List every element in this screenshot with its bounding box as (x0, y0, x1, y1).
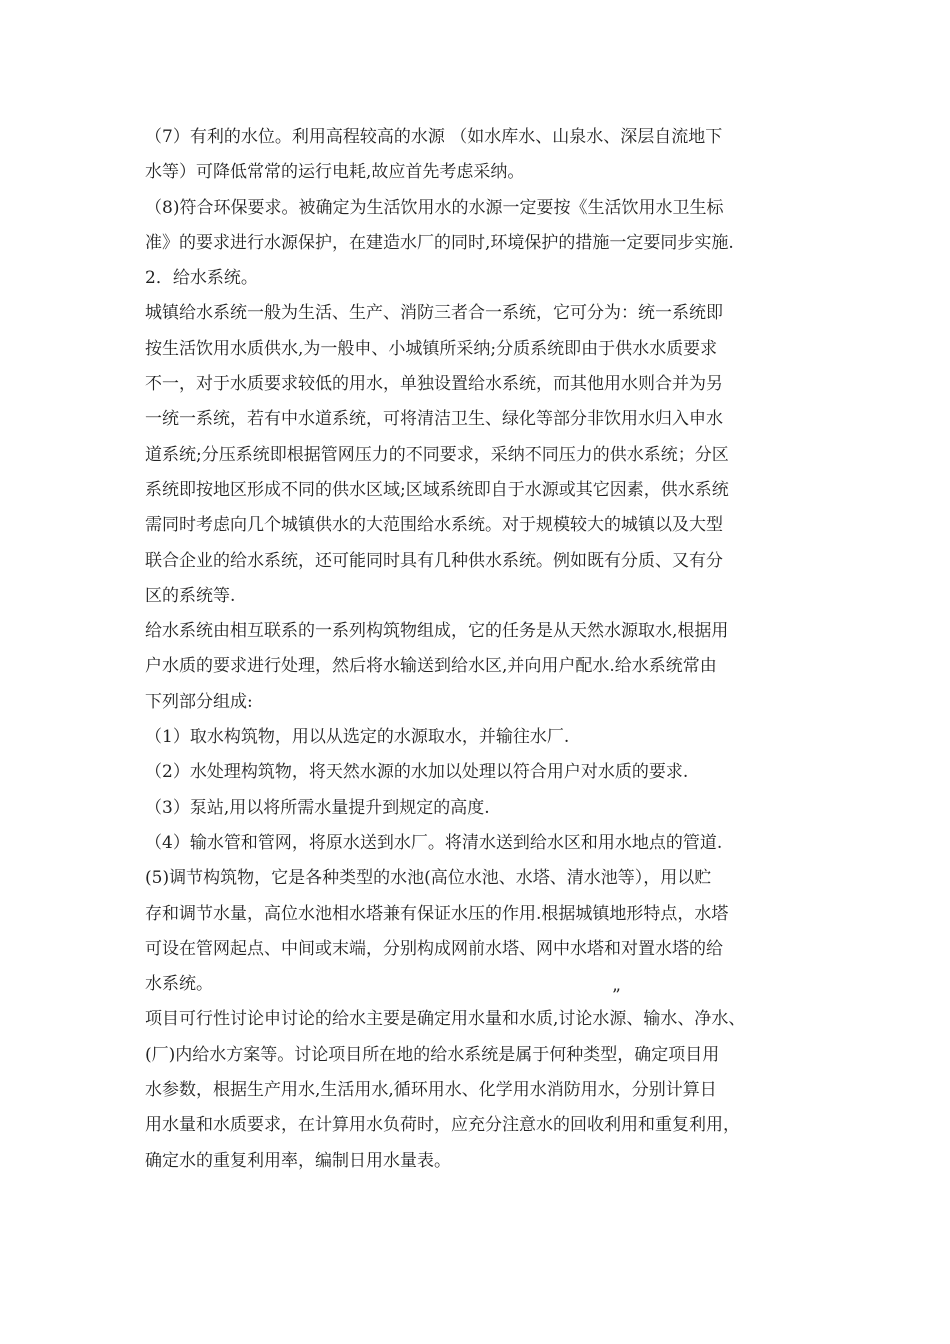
text-line: 项目可行性讨论申讨论的给水主要是确定用水量和水质,讨论水源、输水、净水、 (145, 1009, 746, 1030)
text-line: 按生活饮用水质供水,为一般申、小城镇所采纳;分质系统即由于供水水质要求 (145, 338, 718, 359)
text-line: 区的系统等. (145, 585, 236, 606)
text-line: 不一，对于水质要求较低的用水，单独设置给水系统，而其他用水则合并为另 (145, 374, 723, 395)
text-line: 可设在管网起点、中间或末端，分别构成网前水塔、网中水塔和对置水塔的给 (145, 938, 723, 959)
text-line: 存和调节水量，高位水池相水塔兼有保证水压的作用.根据城镇地形特点，水塔 (145, 903, 729, 924)
text-line: （8)符合环保要求。被确定为生活饮用水的水源一定要按《生活饮用水卫生标 (145, 197, 724, 218)
text-line: 用水量和水质要求，在计算用水负荷时，应充分注意水的回收利用和重复利用， (145, 1115, 740, 1136)
text-line: 需同时考虑向几个城镇供水的大范围给水系统。对于规模较大的城镇以及大型 (145, 515, 723, 536)
text-line: 水参数，根据生产用水,生活用水,循环用水、化学用水消防用水，分别计算日 (145, 1080, 717, 1101)
list-item: （3）泵站,用以将所需水量提升到规定的高度. (145, 797, 490, 818)
text-line: 准》的要求进行水源保护，在建造水厂的同时,环境保护的措施一定要同步实施. (145, 232, 734, 253)
stray-quote-mark: ” (612, 986, 621, 1006)
text-line: (厂)内给水方案等。讨论项目所在地的给水系统是属于何种类型，确定项目用 (145, 1044, 720, 1065)
document-body (145, 120, 825, 1179)
list-item: （2）水处理构筑物，将天然水源的水加以处理以符合用户对水质的要求. (145, 762, 689, 783)
text-line: 水系统。 (145, 974, 213, 995)
section-heading: 2．给水系统。 (145, 268, 258, 289)
text-line: 系统即按地区形成不同的供水区域;区域系统即自于水源或其它因素，供水系统 (145, 479, 729, 500)
text-line: 水等）可降低常常的运行电耗,故应首先考虑采纳。 (145, 162, 525, 183)
text-line: 确定水的重复利用率，编制日用水量表。 (145, 1150, 451, 1171)
text-line: 联合企业的给水系统，还可能同时具有几种供水系统。例如既有分质、又有分 (145, 550, 723, 571)
list-item: (5)调节构筑物，它是各种类型的水池(高位水池、水塔、清水池等），用以贮 (145, 868, 712, 889)
text-line: 城镇给水系统一般为生活、生产、消防三者合一系统，它可分为：统一系统即 (145, 303, 723, 324)
text-line: （7）有利的水位。利用高程较高的水源 （如水库水、山泉水、深层自流地下 (145, 127, 723, 147)
text-line: 一统一系统，若有中水道系统，可将清洁卫生、绿化等部分非饮用水归入申水 (145, 409, 723, 430)
text-line: 户水质的要求进行处理，然后将水输送到给水区,并向用户配水.给水系统常由 (145, 656, 717, 677)
list-item: （1）取水构筑物，用以从选定的水源取水，并输往水厂. (145, 727, 570, 748)
text-line: 道系统;分压系统即根据管网压力的不同要求，采纳不同压力的供水系统；分区 (145, 444, 729, 465)
text-line: 下列部分组成: (145, 691, 253, 712)
list-item: （4）输水管和管网，将原水送到水厂。将清水送到给水区和用水地点的管道. (145, 832, 723, 853)
text-line: 给水系统由相互联系的一系列构筑物组成，它的任务是从天然水源取水,根据用 (145, 621, 729, 642)
